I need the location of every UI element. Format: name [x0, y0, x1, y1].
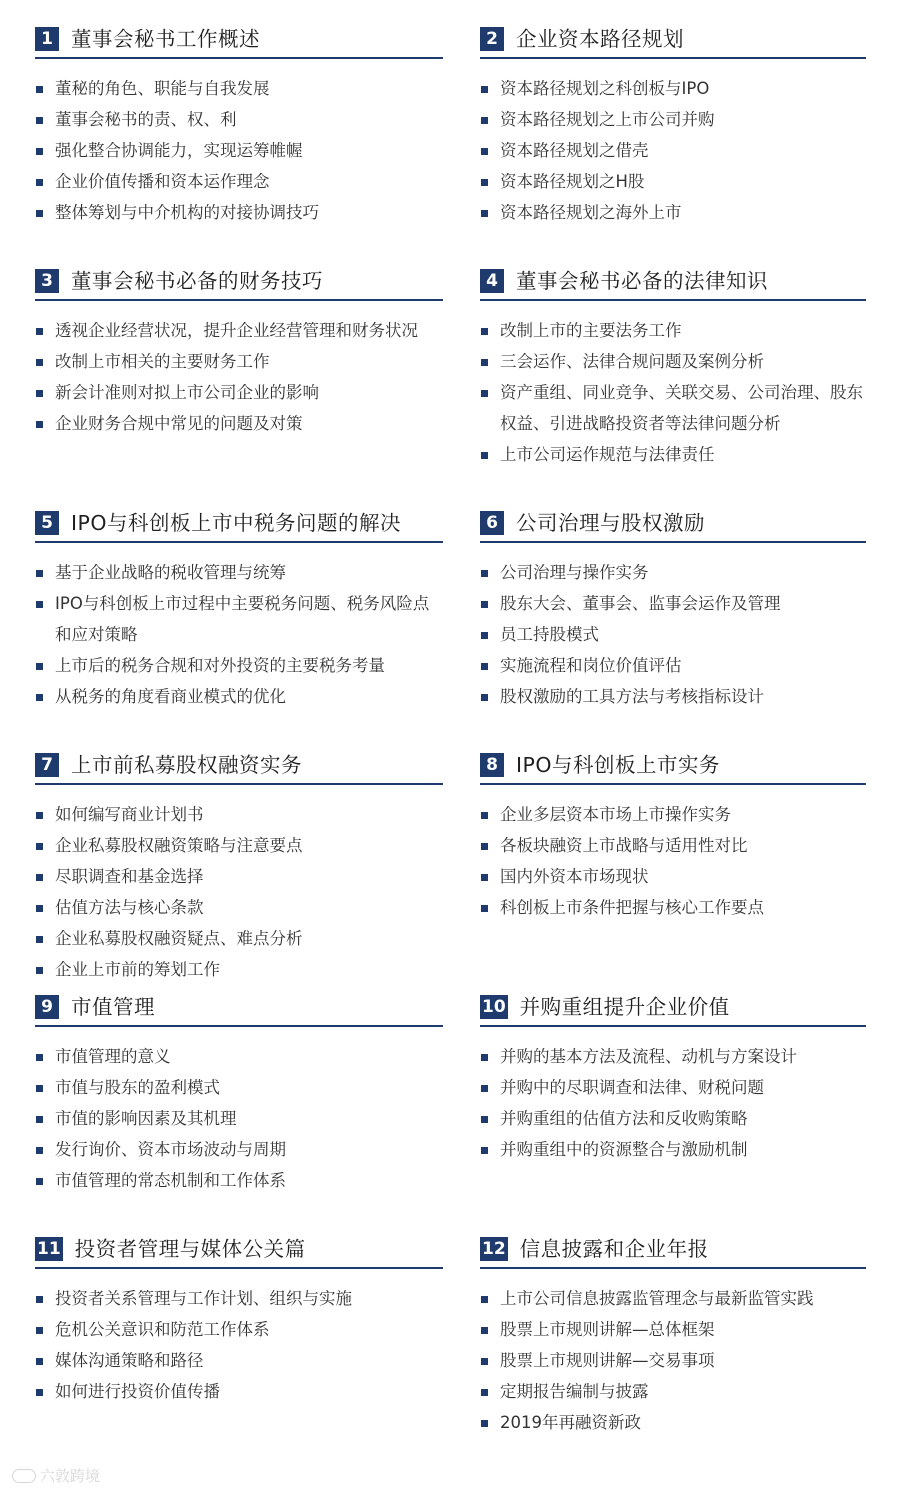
square-bullet-icon [481, 359, 488, 366]
list-item-text: 资本路径规划之上市公司并购 [500, 110, 715, 129]
list-item-text: 市值的影响因素及其机理 [55, 1109, 237, 1128]
list-item [35, 830, 443, 861]
list-item [480, 346, 866, 377]
watermark-logo-icon [12, 1469, 36, 1483]
list-item-text: 2019年再融资新政 [500, 1413, 641, 1432]
section-number-badge: 1 [35, 27, 59, 51]
square-bullet-icon [481, 694, 488, 701]
section-10 [480, 986, 866, 1228]
square-bullet-icon [481, 1389, 488, 1396]
section-3 [35, 260, 443, 502]
list-item-text: 员工持股模式 [500, 625, 599, 644]
section-header [35, 1228, 443, 1269]
square-bullet-icon [36, 1296, 43, 1303]
section-title: 市值管理 [71, 995, 155, 1019]
list-item [480, 1041, 866, 1072]
section-5 [35, 502, 443, 744]
list-item [35, 1314, 443, 1345]
square-bullet-icon [36, 601, 43, 608]
list-item [35, 1041, 443, 1072]
watermark-text: 六敦跨境 [40, 1467, 101, 1485]
list-item [480, 315, 866, 346]
list-item [35, 650, 443, 681]
square-bullet-icon [36, 874, 43, 881]
course-grid [35, 18, 866, 1470]
list-item-text: 资本路径规划之海外上市 [500, 203, 682, 222]
square-bullet-icon [481, 843, 488, 850]
list-item-text: 如何进行投资价值传播 [55, 1382, 220, 1401]
square-bullet-icon [481, 812, 488, 819]
list-item [480, 799, 866, 830]
section-item-list [480, 1283, 866, 1438]
square-bullet-icon [36, 663, 43, 670]
square-bullet-icon [36, 210, 43, 217]
list-item-text: 并购中的尽职调查和法律、财税问题 [500, 1078, 764, 1097]
section-header [35, 744, 443, 785]
list-item-text: 基于企业战略的税收管理与统筹 [55, 563, 286, 582]
square-bullet-icon [481, 601, 488, 608]
section-header [480, 1228, 866, 1269]
list-item [35, 408, 443, 439]
square-bullet-icon [481, 86, 488, 93]
section-header [35, 260, 443, 301]
list-item-text: 企业财务合规中常见的问题及对策 [55, 414, 303, 433]
list-item [35, 588, 443, 650]
list-item-text: 上市公司运作规范与法律责任 [500, 445, 715, 464]
list-item-text: IPO与科创板上市过程中主要税务问题、税务风险点和应对策略 [55, 594, 430, 644]
square-bullet-icon [36, 936, 43, 943]
list-item-text: 并购重组中的资源整合与激励机制 [500, 1140, 748, 1159]
list-item [35, 1103, 443, 1134]
list-item [480, 104, 866, 135]
square-bullet-icon [481, 1054, 488, 1061]
list-item [35, 1376, 443, 1407]
list-item [35, 892, 443, 923]
list-item-text: 改制上市相关的主要财务工作 [55, 352, 270, 371]
list-item [35, 166, 443, 197]
list-item [35, 1165, 443, 1196]
list-item [480, 557, 866, 588]
list-item-text: 市值与股东的盈利模式 [55, 1078, 220, 1097]
section-8 [480, 744, 866, 986]
square-bullet-icon [481, 1327, 488, 1334]
section-11 [35, 1228, 443, 1470]
section-header [480, 18, 866, 59]
square-bullet-icon [36, 1178, 43, 1185]
section-title: IPO与科创板上市实务 [516, 753, 721, 777]
list-item [480, 1134, 866, 1165]
list-item [480, 1103, 866, 1134]
list-item-text: 定期报告编制与披露 [500, 1382, 649, 1401]
section-item-list [35, 315, 443, 439]
square-bullet-icon [36, 1327, 43, 1334]
list-item [35, 135, 443, 166]
square-bullet-icon [36, 905, 43, 912]
square-bullet-icon [36, 570, 43, 577]
square-bullet-icon [481, 632, 488, 639]
square-bullet-icon [481, 874, 488, 881]
section-header [480, 502, 866, 543]
list-item-text: 上市公司信息披露监管理念与最新监管实践 [500, 1289, 814, 1308]
list-item [35, 377, 443, 408]
list-item-text: 董秘的角色、职能与自我发展 [55, 79, 270, 98]
square-bullet-icon [481, 148, 488, 155]
list-item [480, 1376, 866, 1407]
list-item [35, 1283, 443, 1314]
section-title: 董事会秘书工作概述 [71, 27, 260, 51]
section-item-list [480, 1041, 866, 1165]
list-item [35, 73, 443, 104]
section-number-badge: 7 [35, 753, 59, 777]
square-bullet-icon [481, 663, 488, 670]
square-bullet-icon [36, 812, 43, 819]
list-item [480, 439, 866, 470]
square-bullet-icon [36, 1116, 43, 1123]
section-number-badge: 3 [35, 269, 59, 293]
list-item-text: 如何编写商业计划书 [55, 805, 204, 824]
list-item-text: 各板块融资上市战略与适用性对比 [500, 836, 748, 855]
section-number-badge: 2 [480, 27, 504, 51]
list-item-text: 三会运作、法律合规问题及案例分析 [500, 352, 764, 371]
list-item [480, 861, 866, 892]
list-item-text: 企业上市前的筹划工作 [55, 960, 220, 979]
list-item [35, 104, 443, 135]
list-item-text: 股东大会、董事会、监事会运作及管理 [500, 594, 781, 613]
list-item-text: 股票上市规则讲解—总体框架 [500, 1320, 715, 1339]
section-item-list [480, 73, 866, 228]
list-item-text: 企业私募股权融资疑点、难点分析 [55, 929, 303, 948]
section-item-list [35, 73, 443, 228]
list-item-text: 国内外资本市场现状 [500, 867, 649, 886]
section-header [35, 18, 443, 59]
list-item [480, 1407, 866, 1438]
list-item-text: 媒体沟通策略和路径 [55, 1351, 204, 1370]
list-item-text: 新会计准则对拟上市公司企业的影响 [55, 383, 319, 402]
list-item-text: 从税务的角度看商业模式的优化 [55, 687, 286, 706]
section-title: 信息披露和企业年报 [519, 1237, 709, 1261]
section-title: 投资者管理与媒体公关篇 [74, 1237, 306, 1261]
section-header [480, 986, 866, 1027]
list-item-text: 强化整合协调能力，实现运筹帷幄 [55, 141, 303, 160]
section-item-list [480, 557, 866, 712]
list-item-text: 发行询价、资本市场波动与周期 [55, 1140, 286, 1159]
list-item-text: 资本路径规划之借壳 [500, 141, 649, 160]
list-item [35, 315, 443, 346]
square-bullet-icon [36, 179, 43, 186]
watermark [12, 1465, 100, 1486]
section-item-list [35, 557, 443, 712]
list-item-text: 实施流程和岗位价值评估 [500, 656, 682, 675]
list-item [480, 166, 866, 197]
square-bullet-icon [36, 694, 43, 701]
square-bullet-icon [36, 1147, 43, 1154]
section-header [480, 260, 866, 301]
list-item [35, 346, 443, 377]
square-bullet-icon [36, 1358, 43, 1365]
list-item [35, 799, 443, 830]
section-item-list [480, 799, 866, 923]
list-item [480, 1072, 866, 1103]
section-number-badge: 10 [482, 997, 506, 1017]
square-bullet-icon [481, 390, 488, 397]
section-number-badge: 6 [480, 511, 504, 535]
square-bullet-icon [36, 359, 43, 366]
square-bullet-icon [36, 1054, 43, 1061]
section-item-list [35, 1283, 443, 1407]
square-bullet-icon [36, 843, 43, 850]
list-item-text: 改制上市的主要法务工作 [500, 321, 682, 340]
list-item [35, 1345, 443, 1376]
square-bullet-icon [481, 1358, 488, 1365]
square-bullet-icon [36, 421, 43, 428]
square-bullet-icon [481, 210, 488, 217]
section-title: 企业资本路径规划 [516, 27, 684, 51]
section-title: 董事会秘书必备的法律知识 [516, 269, 768, 293]
list-item [480, 619, 866, 650]
square-bullet-icon [481, 1296, 488, 1303]
section-12 [480, 1228, 866, 1470]
list-item-text: 透视企业经营状况，提升企业经营管理和财务状况 [55, 321, 418, 340]
square-bullet-icon [36, 1389, 43, 1396]
list-item-text: 整体筹划与中介机构的对接协调技巧 [55, 203, 319, 222]
list-item-text: 危机公关意识和防范工作体系 [55, 1320, 270, 1339]
square-bullet-icon [481, 1085, 488, 1092]
square-bullet-icon [481, 1116, 488, 1123]
section-title: 公司治理与股权激励 [516, 511, 705, 535]
list-item-text: 并购的基本方法及流程、动机与方案设计 [500, 1047, 797, 1066]
section-9 [35, 986, 443, 1228]
list-item [35, 197, 443, 228]
list-item-text: 市值管理的意义 [55, 1047, 171, 1066]
section-item-list [480, 315, 866, 470]
list-item-text: 资本路径规划之科创板与IPO [500, 79, 710, 98]
section-7 [35, 744, 443, 986]
square-bullet-icon [36, 86, 43, 93]
square-bullet-icon [481, 179, 488, 186]
square-bullet-icon [36, 1085, 43, 1092]
section-2 [480, 18, 866, 260]
section-number-badge: 4 [480, 269, 504, 293]
list-item [35, 1072, 443, 1103]
list-item-text: 企业多层资本市场上市操作实务 [500, 805, 731, 824]
list-item-text: 估值方法与核心条款 [55, 898, 204, 917]
list-item [480, 197, 866, 228]
list-item [35, 681, 443, 712]
list-item [35, 954, 443, 985]
list-item [480, 681, 866, 712]
square-bullet-icon [36, 148, 43, 155]
square-bullet-icon [481, 328, 488, 335]
section-header [480, 744, 866, 785]
list-item-text: 上市后的税务合规和对外投资的主要税务考量 [55, 656, 385, 675]
section-number-badge: 11 [37, 1239, 61, 1259]
section-header [35, 986, 443, 1027]
section-1 [35, 18, 443, 260]
list-item [480, 650, 866, 681]
list-item-text: 企业价值传播和资本运作理念 [55, 172, 270, 191]
section-title: 上市前私募股权融资实务 [71, 753, 302, 777]
list-item-text: 尽职调查和基金选择 [55, 867, 204, 886]
section-title: 董事会秘书必备的财务技巧 [71, 269, 323, 293]
section-item-list [35, 1041, 443, 1196]
list-item-text: 资本路径规划之H股 [500, 172, 645, 191]
list-item [480, 73, 866, 104]
section-header [35, 502, 443, 543]
list-item [480, 377, 866, 439]
list-item [480, 892, 866, 923]
list-item [480, 588, 866, 619]
list-item-text: 股票上市规则讲解—交易事项 [500, 1351, 715, 1370]
list-item [35, 923, 443, 954]
section-number-badge: 8 [480, 753, 504, 777]
list-item-text: 并购重组的估值方法和反收购策略 [500, 1109, 748, 1128]
square-bullet-icon [36, 390, 43, 397]
square-bullet-icon [481, 905, 488, 912]
square-bullet-icon [36, 328, 43, 335]
list-item-text: 科创板上市条件把握与核心工作要点 [500, 898, 764, 917]
section-title: 并购重组提升企业价值 [519, 995, 730, 1019]
list-item-text: 资产重组、同业竞争、关联交易、公司治理、股东权益、引进战略投资者等法律问题分析 [500, 383, 863, 433]
list-item-text: 董事会秘书的责、权、利 [55, 110, 237, 129]
section-number-badge: 12 [482, 1239, 506, 1259]
list-item-text: 投资者关系管理与工作计划、组织与实施 [55, 1289, 352, 1308]
list-item [480, 135, 866, 166]
list-item-text: 企业私募股权融资策略与注意要点 [55, 836, 303, 855]
list-item [480, 1314, 866, 1345]
square-bullet-icon [481, 1420, 488, 1427]
list-item [480, 1283, 866, 1314]
list-item [480, 830, 866, 861]
section-item-list [35, 799, 443, 985]
square-bullet-icon [36, 967, 43, 974]
list-item [35, 861, 443, 892]
square-bullet-icon [481, 117, 488, 124]
square-bullet-icon [481, 1147, 488, 1154]
list-item-text: 股权激励的工具方法与考核指标设计 [500, 687, 764, 706]
section-number-badge: 5 [35, 511, 59, 535]
list-item [35, 557, 443, 588]
list-item [35, 1134, 443, 1165]
list-item [480, 1345, 866, 1376]
section-title: IPO与科创板上市中税务问题的解决 [71, 511, 402, 535]
section-number-badge: 9 [35, 995, 59, 1019]
square-bullet-icon [481, 452, 488, 459]
square-bullet-icon [36, 117, 43, 124]
section-6 [480, 502, 866, 744]
list-item-text: 公司治理与操作实务 [500, 563, 649, 582]
list-item-text: 市值管理的常态机制和工作体系 [55, 1171, 286, 1190]
square-bullet-icon [481, 570, 488, 577]
section-4 [480, 260, 866, 502]
